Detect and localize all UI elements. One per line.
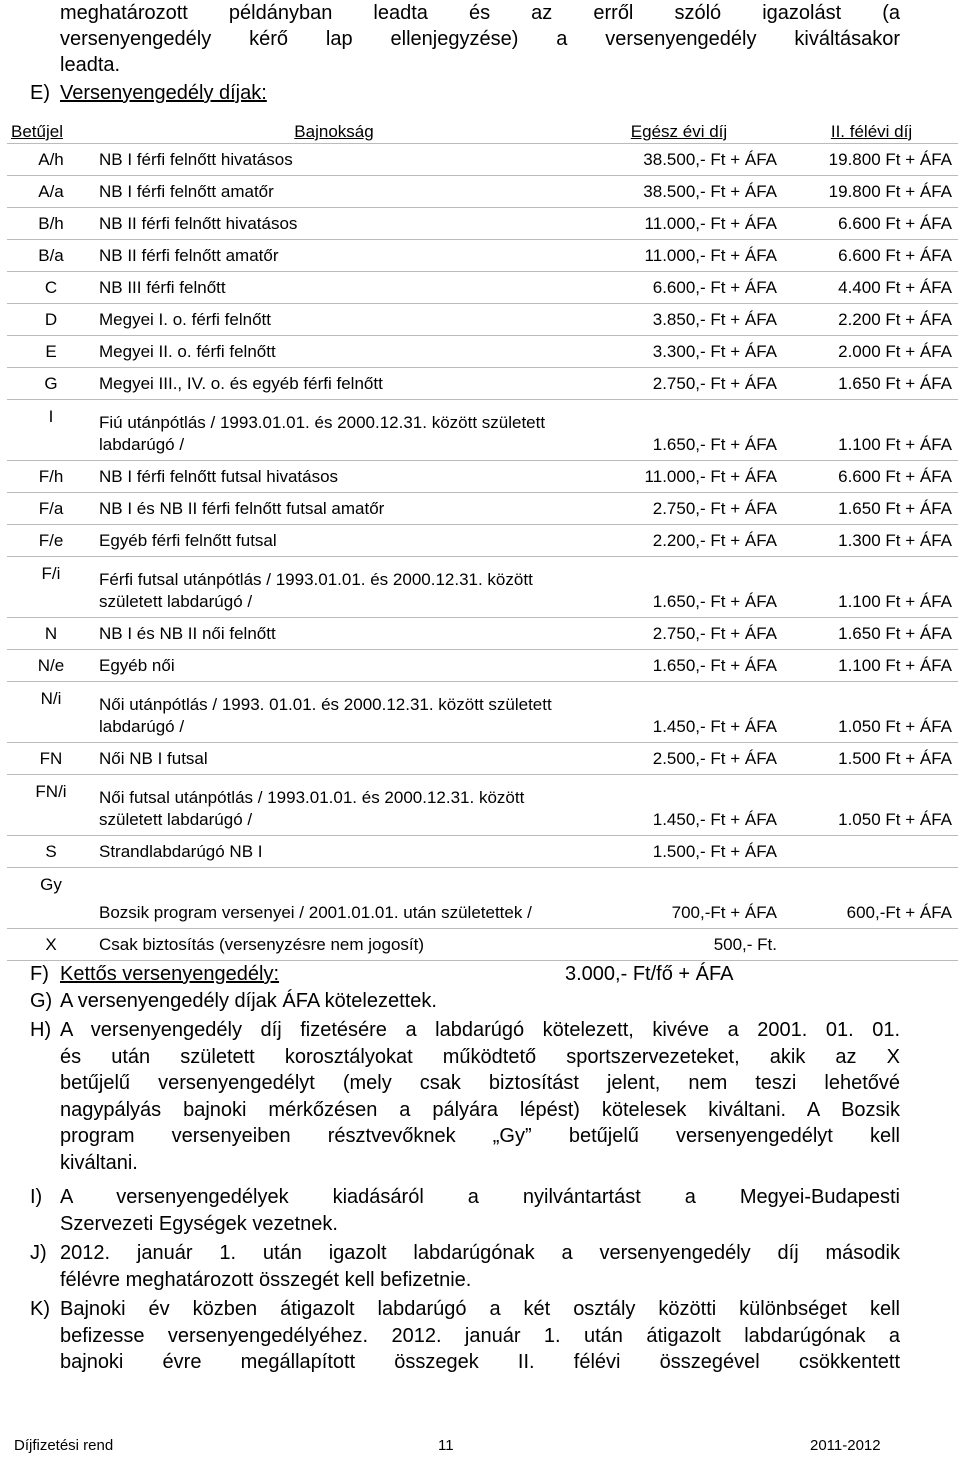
- row-full-year-fee: 38.500,- Ft + ÁFA: [573, 176, 785, 208]
- row-code: X: [7, 929, 95, 961]
- fee-table-row: [7, 304, 958, 336]
- row-championship: Megyei I. o. férfi felnőtt: [95, 304, 573, 336]
- row-second-half-fee: 1.650 Ft + ÁFA: [785, 618, 958, 650]
- fee-table-row: [7, 336, 958, 368]
- row-code: F/h: [7, 461, 95, 493]
- row-second-half-fee: [785, 929, 958, 961]
- section-h-line: és után született korosztályokat működtető sportszervezeteket, akik az X: [60, 1045, 900, 1068]
- section-k-line: bajnoki évre megállapított összegek II. félévi összegével csökkentett: [60, 1351, 900, 1373]
- section-h-line: program versenyeiben résztvevőknek „Gy” betűjelű versenyengedélyt kell: [60, 1125, 900, 1147]
- header-second-half-fee: II. félévi díj: [785, 113, 958, 144]
- row-championship: NB II férfi felnőtt hivatásos: [95, 208, 573, 240]
- row-second-half-fee: 4.400 Ft + ÁFA: [785, 272, 958, 304]
- row-code: C: [7, 272, 95, 304]
- row-full-year-fee: 2.750,- Ft + ÁFA: [573, 493, 785, 525]
- fee-table-row: [7, 272, 958, 304]
- row-full-year-fee: 11.000,- Ft + ÁFA: [573, 208, 785, 240]
- row-second-half-fee: 1.050 Ft + ÁFA: [785, 775, 958, 836]
- row-code: FN/i: [7, 775, 95, 836]
- row-full-year-fee: 1.650,- Ft + ÁFA: [573, 400, 785, 461]
- fee-table-row: [7, 929, 958, 961]
- row-full-year-fee: 2.500,- Ft + ÁFA: [573, 743, 785, 775]
- row-championship: Egyéb férfi felnőtt futsal: [95, 525, 573, 557]
- row-second-half-fee: 2.000 Ft + ÁFA: [785, 336, 958, 368]
- row-championship: Egyéb női: [95, 650, 573, 682]
- intro-line: meghatározott példányban leadta és az erről szóló igazolást (a: [60, 2, 900, 24]
- fee-table-row: [7, 400, 958, 461]
- row-code: D: [7, 304, 95, 336]
- row-code: B/h: [7, 208, 95, 240]
- row-championship: Csak biztosítás (versenyzésre nem jogosít): [95, 929, 573, 961]
- row-code: N: [7, 618, 95, 650]
- row-code: F/i: [7, 557, 95, 618]
- row-full-year-fee: 2.200,- Ft + ÁFA: [573, 525, 785, 557]
- row-code: N/i: [7, 682, 95, 743]
- row-full-year-fee: 38.500,- Ft + ÁFA: [573, 144, 785, 176]
- row-championship: NB III férfi felnőtt: [95, 272, 573, 304]
- fee-table-row: [7, 240, 958, 272]
- row-championship: NB I és NB II férfi felnőtt futsal amatőr: [95, 493, 573, 525]
- row-championship: Megyei III., IV. o. és egyéb férfi felnőtt: [95, 368, 573, 400]
- row-code: I: [7, 400, 95, 461]
- footer-title: Díjfizetési rend: [14, 1437, 114, 1454]
- fee-table-body: [7, 144, 958, 961]
- header-championship: Bajnokság: [95, 113, 573, 144]
- header-full-year-fee: Egész évi díj: [573, 113, 785, 144]
- section-e-heading: [30, 80, 267, 106]
- section-f: [30, 961, 734, 987]
- row-championship: NB I és NB II női felnőtt: [95, 618, 573, 650]
- section-f-value: 3.000,- Ft/fő + ÁFA: [565, 963, 734, 985]
- fee-table: [7, 113, 958, 961]
- section-j-line: 2012. január 1. után igazolt labdarúgónak a versenyengedély díj második: [60, 1242, 900, 1264]
- section-h-line: kiváltani.: [60, 1151, 138, 1174]
- intro-line: leadta.: [60, 54, 121, 76]
- row-full-year-fee: 2.750,- Ft + ÁFA: [573, 368, 785, 400]
- section-h-line: A versenyengedély díj fizetésére a labdarúgó kötelezett, kivéve a 2001. 01. 01.: [60, 1019, 900, 1041]
- row-second-half-fee: 6.600 Ft + ÁFA: [785, 208, 958, 240]
- row-second-half-fee: 6.600 Ft + ÁFA: [785, 240, 958, 272]
- fee-table-row: [7, 775, 958, 836]
- section-f-label: F): [30, 963, 49, 985]
- section-i-label: I): [30, 1186, 43, 1208]
- fee-table-row: [7, 743, 958, 775]
- row-championship: Férfi futsal utánpótlás / 1993.01.01. és 2000.12.31. között született labdarúgó /: [95, 557, 573, 618]
- fee-table-row: [7, 493, 958, 525]
- section-j-line: félévre meghatározott összegét kell befizetnie.: [60, 1268, 472, 1291]
- row-championship: Strandlabdarúgó NB I: [95, 836, 573, 868]
- section-j-label: J): [30, 1242, 47, 1264]
- row-full-year-fee: 1.450,- Ft + ÁFA: [573, 682, 785, 743]
- section-e-label: E): [30, 82, 50, 104]
- row-full-year-fee: 11.000,- Ft + ÁFA: [573, 461, 785, 493]
- section-g-text: A versenyengedély díjak ÁFA kötelezettek.: [60, 990, 437, 1012]
- row-code: S: [7, 836, 95, 868]
- section-h-line: nagypályás bajnoki mérkőzésen a pályára lépést) kötelesek kiváltani. A Bozsik: [60, 1098, 900, 1121]
- section-k-line: Bajnoki év közben átigazolt labdarúgó a két osztály közötti különbséget kell: [60, 1298, 900, 1320]
- row-championship: Női futsal utánpótlás / 1993.01.01. és 2000.12.31. között született labdarúgó /: [95, 775, 573, 836]
- fee-table-row: [7, 836, 958, 868]
- fee-table-row: [7, 368, 958, 400]
- row-second-half-fee: 600,-Ft + ÁFA: [785, 868, 958, 929]
- row-second-half-fee: 2.200 Ft + ÁFA: [785, 304, 958, 336]
- row-code: FN: [7, 743, 95, 775]
- row-code: N/e: [7, 650, 95, 682]
- section-k-line: befizesse versenyengedélyéhez. 2012. január 1. után átigazolt labdarúgónak a: [60, 1324, 900, 1347]
- fee-table-row: [7, 144, 958, 176]
- row-second-half-fee: 1.300 Ft + ÁFA: [785, 525, 958, 557]
- section-e-title: Versenyengedély díjak:: [60, 82, 267, 104]
- row-championship: Bozsik program versenyei / 2001.01.01. után születettek /: [95, 868, 573, 929]
- row-second-half-fee: 1.500 Ft + ÁFA: [785, 743, 958, 775]
- row-championship: Női NB I futsal: [95, 743, 573, 775]
- row-code: G: [7, 368, 95, 400]
- fee-table-row: [7, 208, 958, 240]
- row-championship: Fiú utánpótlás / 1993.01.01. és 2000.12.31. között született labdarúgó /: [95, 400, 573, 461]
- row-championship: NB I férfi felnőtt hivatásos: [95, 144, 573, 176]
- row-second-half-fee: 6.600 Ft + ÁFA: [785, 461, 958, 493]
- fee-table-row: [7, 461, 958, 493]
- row-championship: Női utánpótlás / 1993. 01.01. és 2000.12.31. között született labdarúgó /: [95, 682, 573, 743]
- row-championship: Megyei II. o. férfi felnőtt: [95, 336, 573, 368]
- row-full-year-fee: 6.600,- Ft + ÁFA: [573, 272, 785, 304]
- row-full-year-fee: 1.650,- Ft + ÁFA: [573, 650, 785, 682]
- fee-table-row: [7, 868, 958, 929]
- row-second-half-fee: 1.100 Ft + ÁFA: [785, 650, 958, 682]
- row-second-half-fee: 1.650 Ft + ÁFA: [785, 368, 958, 400]
- intro-paragraph: [60, 0, 900, 78]
- row-championship: NB II férfi felnőtt amatőr: [95, 240, 573, 272]
- row-second-half-fee: 19.800 Ft + ÁFA: [785, 144, 958, 176]
- row-second-half-fee: 1.650 Ft + ÁFA: [785, 493, 958, 525]
- fee-table-row: [7, 682, 958, 743]
- fee-table-header: [7, 113, 958, 144]
- row-code: F/a: [7, 493, 95, 525]
- row-full-year-fee: 3.300,- Ft + ÁFA: [573, 336, 785, 368]
- section-f-title: Kettős versenyengedély:: [60, 963, 280, 985]
- row-championship: NB I férfi felnőtt futsal hivatásos: [95, 461, 573, 493]
- row-second-half-fee: 1.100 Ft + ÁFA: [785, 557, 958, 618]
- row-code: A/h: [7, 144, 95, 176]
- row-full-year-fee: 1.650,- Ft + ÁFA: [573, 557, 785, 618]
- row-code: B/a: [7, 240, 95, 272]
- row-code: Gy: [7, 868, 95, 929]
- section-i-line: A versenyengedélyek kiadásáról a nyilvántartást a Megyei-Budapesti: [60, 1186, 900, 1208]
- section-k-label: K): [30, 1298, 50, 1320]
- row-code: E: [7, 336, 95, 368]
- footer-season: 2011-2012: [810, 1437, 881, 1454]
- footer-page-number: 11: [438, 1437, 454, 1454]
- intro-line: versenyengedély kérő lap ellenjegyzése) a versenyengedély kiváltásakor: [60, 28, 900, 50]
- fee-table-row: [7, 176, 958, 208]
- row-second-half-fee: 1.050 Ft + ÁFA: [785, 682, 958, 743]
- section-g-label: G): [30, 990, 53, 1012]
- row-full-year-fee: 3.850,- Ft + ÁFA: [573, 304, 785, 336]
- section-i-line: Szervezeti Egységek vezetnek.: [60, 1212, 338, 1235]
- row-second-half-fee: [785, 836, 958, 868]
- row-full-year-fee: 500,- Ft.: [573, 929, 785, 961]
- row-second-half-fee: 19.800 Ft + ÁFA: [785, 176, 958, 208]
- fee-table-row: [7, 557, 958, 618]
- row-full-year-fee: 700,-Ft + ÁFA: [573, 868, 785, 929]
- row-second-half-fee: 1.100 Ft + ÁFA: [785, 400, 958, 461]
- section-h-line: betűjelű versenyengedélyt (mely csak biztosítást jelent, nem teszi lehetővé: [60, 1072, 900, 1094]
- row-code: F/e: [7, 525, 95, 557]
- row-full-year-fee: 2.750,- Ft + ÁFA: [573, 618, 785, 650]
- fee-table-row: [7, 618, 958, 650]
- row-championship: NB I férfi felnőtt amatőr: [95, 176, 573, 208]
- row-full-year-fee: 1.500,- Ft + ÁFA: [573, 836, 785, 868]
- row-full-year-fee: 1.450,- Ft + ÁFA: [573, 775, 785, 836]
- header-code: Betűjel: [7, 113, 95, 144]
- section-h-label: H): [30, 1019, 52, 1041]
- fee-table-row: [7, 650, 958, 682]
- row-code: A/a: [7, 176, 95, 208]
- fee-table-row: [7, 525, 958, 557]
- row-full-year-fee: 11.000,- Ft + ÁFA: [573, 240, 785, 272]
